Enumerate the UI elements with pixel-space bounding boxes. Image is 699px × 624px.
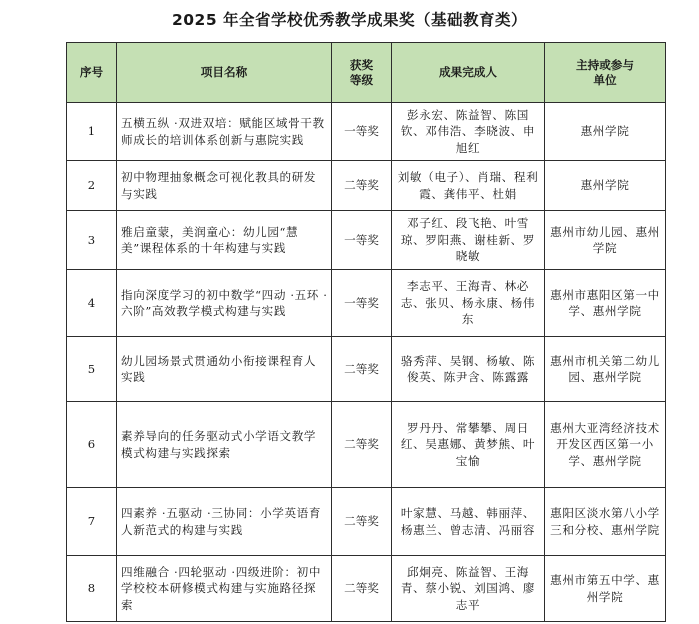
header-level-text: 获奖等级 — [349, 57, 374, 87]
row-unit: 惠州市幼儿园、惠州学院 — [545, 211, 666, 270]
page-title: 2025 年全省学校优秀教学成果奖（基础教育类） — [171, 11, 528, 29]
awards-table — [66, 42, 666, 622]
row-award-level: 二等奖 — [332, 488, 392, 556]
table-header-row — [67, 43, 666, 103]
header-people: 成果完成人 — [392, 43, 545, 103]
row-award-level: 二等奖 — [332, 161, 392, 211]
row-award-level: 一等奖 — [332, 270, 392, 337]
row-unit: 惠州市机关第二幼儿园、惠州学院 — [545, 337, 666, 402]
row-members: 彭永宏、陈益智、陈国钦、邓伟浩、李晓波、申旭红 — [392, 103, 545, 161]
row-unit: 惠州大亚湾经济技术开发区西区第一小学、惠州学院 — [545, 402, 666, 488]
row-award-level: 一等奖 — [332, 211, 392, 270]
row-members: 邱炯亮、陈益智、王海青、蔡小锐、刘国鸿、廖志平 — [392, 556, 545, 622]
row-project-name: 素养导向的任务驱动式小学语文教学模式构建与实践探索 — [117, 402, 332, 488]
row-unit: 惠阳区淡水第八小学三和分校、惠州学院 — [545, 488, 666, 556]
row-members: 骆秀萍、吴钢、杨敏、陈俊英、陈尹含、陈露露 — [392, 337, 545, 402]
header-level — [332, 43, 392, 103]
row-project-name: 初中物理抽象概念可视化教具的研发与实践 — [117, 161, 332, 211]
row-award-level: 一等奖 — [332, 103, 392, 161]
row-num: 8 — [67, 556, 117, 622]
row-members: 李志平、王海青、林必志、张贝、杨永康、杨伟东 — [392, 270, 545, 337]
row-num: 5 — [67, 337, 117, 402]
row-project-name: 四素养 ·五驱动 ·三协同：小学英语育人新范式的构建与实践 — [117, 488, 332, 556]
header-name: 项目名称 — [117, 43, 332, 103]
row-num: 4 — [67, 270, 117, 337]
row-members: 罗丹丹、常攀攀、周日红、吴惠娜、黄梦熊、叶宝愉 — [392, 402, 545, 488]
row-members: 叶家慧、马越、韩丽萍、杨惠兰、曾志清、冯丽容 — [392, 488, 545, 556]
header-unit-text: 主持或参与单位 — [576, 57, 634, 87]
row-num: 2 — [67, 161, 117, 211]
table-row — [67, 103, 666, 161]
table-row — [67, 161, 666, 211]
row-award-level: 二等奖 — [332, 556, 392, 622]
row-members: 邓子红、段飞艳、叶雪琼、罗阳燕、谢桂新、罗晓敏 — [392, 211, 545, 270]
row-award-level: 二等奖 — [332, 402, 392, 488]
table-row — [67, 556, 666, 622]
table-row — [67, 211, 666, 270]
row-project-name: 雅启童蒙，美润童心：幼儿园“慧美”课程体系的十年构建与实践 — [117, 211, 332, 270]
row-project-name: 指向深度学习的初中数学“四动 ·五环 ·六阶”高效教学模式构建与实践 — [117, 270, 332, 337]
row-unit: 惠州学院 — [545, 161, 666, 211]
row-award-level: 二等奖 — [332, 337, 392, 402]
row-members: 刘敏（电子）、肖瑞、程利霞、龚伟平、杜娟 — [392, 161, 545, 211]
table-row — [67, 488, 666, 556]
row-num: 7 — [67, 488, 117, 556]
row-project-name: 幼儿园场景式贯通幼小衔接课程育人实践 — [117, 337, 332, 402]
header-num: 序号 — [67, 43, 117, 103]
row-unit: 惠州市惠阳区第一中学、惠州学院 — [545, 270, 666, 337]
table-row — [67, 337, 666, 402]
row-num: 3 — [67, 211, 117, 270]
table-row — [67, 402, 666, 488]
row-project-name: 五横五纵 ·双进双培：赋能区域骨干教师成长的培训体系创新与惠院实践 — [117, 103, 332, 161]
row-unit: 惠州学院 — [545, 103, 666, 161]
row-project-name: 四维融合 ·四轮驱动 ·四级进阶：初中学校校本研修模式构建与实施路径探索 — [117, 556, 332, 622]
row-num: 1 — [67, 103, 117, 161]
row-num: 6 — [67, 402, 117, 488]
row-unit: 惠州市第五中学、惠州学院 — [545, 556, 666, 622]
table-row — [67, 270, 666, 337]
header-unit — [545, 43, 666, 103]
